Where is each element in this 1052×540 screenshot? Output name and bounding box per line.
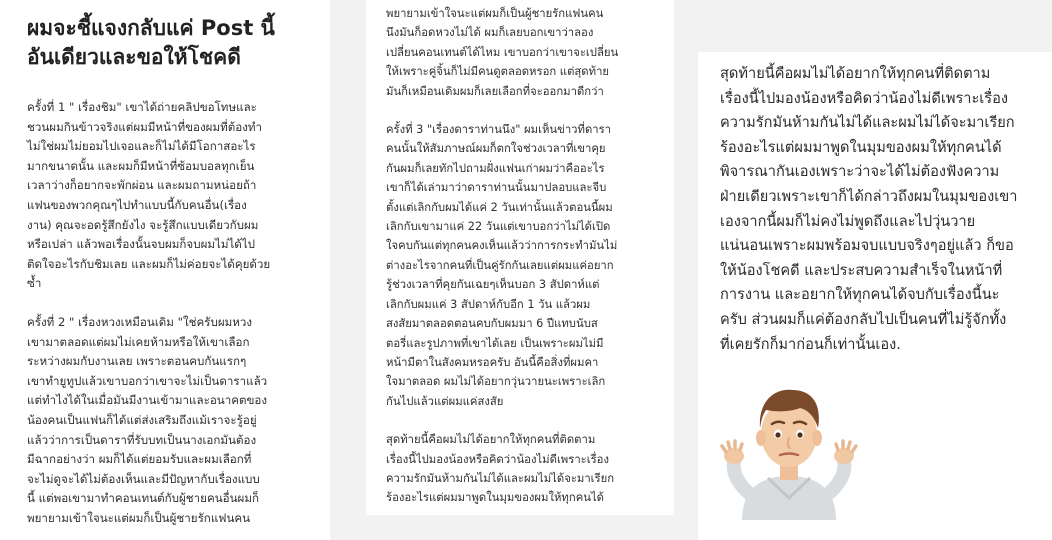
shrug-memoji-icon [720, 372, 858, 520]
post-title: ผมจะชี้แจงกลับแค่ Post นี้ อันเดียวและขอให้โชคดี [27, 16, 275, 69]
paragraph-jealousy-continued: พยายามเข้าใจนะแต่ผมก็เป็นผู้ชายรักแฟนคน นึงมันก็อดหวงไม่ได้ ผมก็เลยบอกเขาว่าลอง เปลี่ยนคอนเทนต์ได้ไหม เขาบอกว่าเขาจะเปลี่ยน ให้เพราะคู่จิ้นก็ไม่มีคนดูตลอดหรอก แต่สุดท้าย มันก็เหมือนเดิมผมก็เลยเลือกที่จะออกมาดีกว่า [386, 7, 619, 98]
paragraph-celebrity: ครั้งที่ 3 "เรื่องดาราท่านนึง" ผมเห็นข่าวที่ดารา คนนั้นให้สัมภาษณ์ผมก็ตกใจช่วงเวลาที่เขาคุย กันผมก็เลยทักไปถามฝั่งแฟนเก่าผมว่าคืออะไร เขาก็ได้เล่ามาว่าดาราท่านนั้นมาปลอบและจีบ ตั้งแต่เลิกกับผมได้แค่ 2 วันเท่านั้นแล้วตอนนี้ผม เลิกกับเขามาแค่ 22 วันแต่เขาบอกว่าไม่ได้เปิด ใจคบกันแต่ทุกคนคงเห็นแล้วว่าการกระทำมันไม่ ต่างอะไรจากคนที่เป็นคู่รักกันเลยแต่ผมแค่อยาก รู้ช่วงเวลาที่คุยกันเฉยๆเห็นบอก 3 สัปดาห์แต่ เลิกกับผมแค่ 3 สัปดาห์กับอีก 1 วัน แล้วผม สงสัยมาตลอดตอนคบกับผมมา 6 ปีแทบนับส ตอรี่และรูปภาพที่เขาได้เลย เป็นเพราะผมไม่มี หน้ามีตาในสังคมหรอครับ อันนี้คือสิ่งที่ผมคา ใจมาตลอด ผมไม่ได้อยากวุ่นวายนะเพราะเลิก กันไปแล้วแต่ผมแค่สงสัย [386, 123, 618, 408]
paragraph-closing-partial: สุดท้ายนี้คือผมไม่ได้อยากให้ทุกคนที่ติดตาม เรื่องนี้ไปมองน้องหรือคิดว่าน้องไม่ดีเพราะเรื่อง ความรักมันห้ามกันไม่ได้และผมไม่ได้จะมาเรียก ร้องอะไรแต่ผมมาพูดในมุมของผมให้ทุกคนได้ [386, 433, 615, 505]
post-panel-left [0, 0, 330, 540]
paragraph-closing: สุดท้ายนี้คือผมไม่ได้อยากให้ทุกคนที่ติดตาม เรื่องนี้ไปมองน้องหรือคิดว่าน้องไม่ดีเพราะเรื่อง ความรักมันห้ามกันไม่ได้และผมไม่ได้จะมาเรียก ร้องอะไรแต่ผมมาพูดในมุมของผมให้ทุกคนได้ พิจารณากันเองเพราะว่าจะได้ไม่ต้องฟังความ ฝ่ายเดียวเพราะเขาก็ได้กล่าวถึงผมในมุมของเขา เองจากนี้ผมก็ไม่คงไม่พูดถึงและไปวุ่นวาย แน่นอนเพราะผมพร้อมจบแบบจริงๆอยู่แล้ว ก็ขอ ให้น้องโชคดี และประสบความสำเร็จในหน้าที่ การงาน และอยากให้ทุกคนได้จบกับเรื่องนี้นะ ครับ ส่วนผมก็แค่ต้องกลับไปเป็นคนที่ไม่รู้จักทั้ง ที่เคยรักก็มาก่อนก็เท่านั้นเอง. [720, 65, 1018, 353]
post-panel-middle [366, 0, 674, 515]
paragraph-jealousy: ครั้งที่ 2 " เรื่องหวงเหมือนเดิม "ใช่ครับผมหวง เขามาตลอดแต่ผมไม่เคยห้ามหรือให้เขาเลือก ระหว่างผมกับงานเลย เพราะตอนคบกันแรกๆ เขาทำยูทูปแล้วเขาบอกว่าเขาจะไม่เป็นดาราแล้ว แต่ทำไงได้ในเมื่อมันมีงานเข้ามาและอนาคตของ น้องคนเป็นแฟนก็ได้แต่ส่งเสริมถึงแม้เราจะรู้อยู่ แล้วว่าการเป็นดาราที่รับบทเป็นนางเอกมันต้อง มีฉากอย่างว่า ผมก็ได้แต่ยอมรับและผมเลือกที่ จะไม่ดูจะได้ไม่ต้องเห็นและมีปัญหากับเรื่องแบบ นี้ แต่พอเขามาทำคอนเทนต์กับผู้ชายคนอื่นผมก็ พยายามเข้าใจนะแต่ผมก็เป็นผู้ชายรักแฟนคน [27, 314, 268, 525]
paragraph-chim: ครั้งที่ 1 " เรื่องชิม" เขาได้ถ่ายคลิปขอโทษและ ชวนผมกินข้าวจริงแต่ผมมีหน้าที่ของผมที่ต้องทำ ไม่ใช่ผมไม่ยอมไปเจอและก็ไม่ได้มีโอกาสอะไร มากขนาดนั้น และผมก็มีหน้าที่ซ้อมบอลทุกเย็น เวลาว่างก็อยากจะพักผ่อน และผมถามหน่อยถ้า แฟนของพวกคุณๆไปทำแบบนี้กับคนอื่น(เรื่อง งาน) คุณจะอดรู้สึกยังไง จะรู้สึกแบบเดียวกับผม หรือเปล่า แล้วพอเรื่องนั้นจบผมก็จบผมไม่ได้ไป ติดใจอะไรกับชิมเลย และผมก็ไม่ค่อยจะได้คุยด้วย ซ้ำ [27, 100, 271, 291]
post-panel-right [698, 52, 1052, 540]
